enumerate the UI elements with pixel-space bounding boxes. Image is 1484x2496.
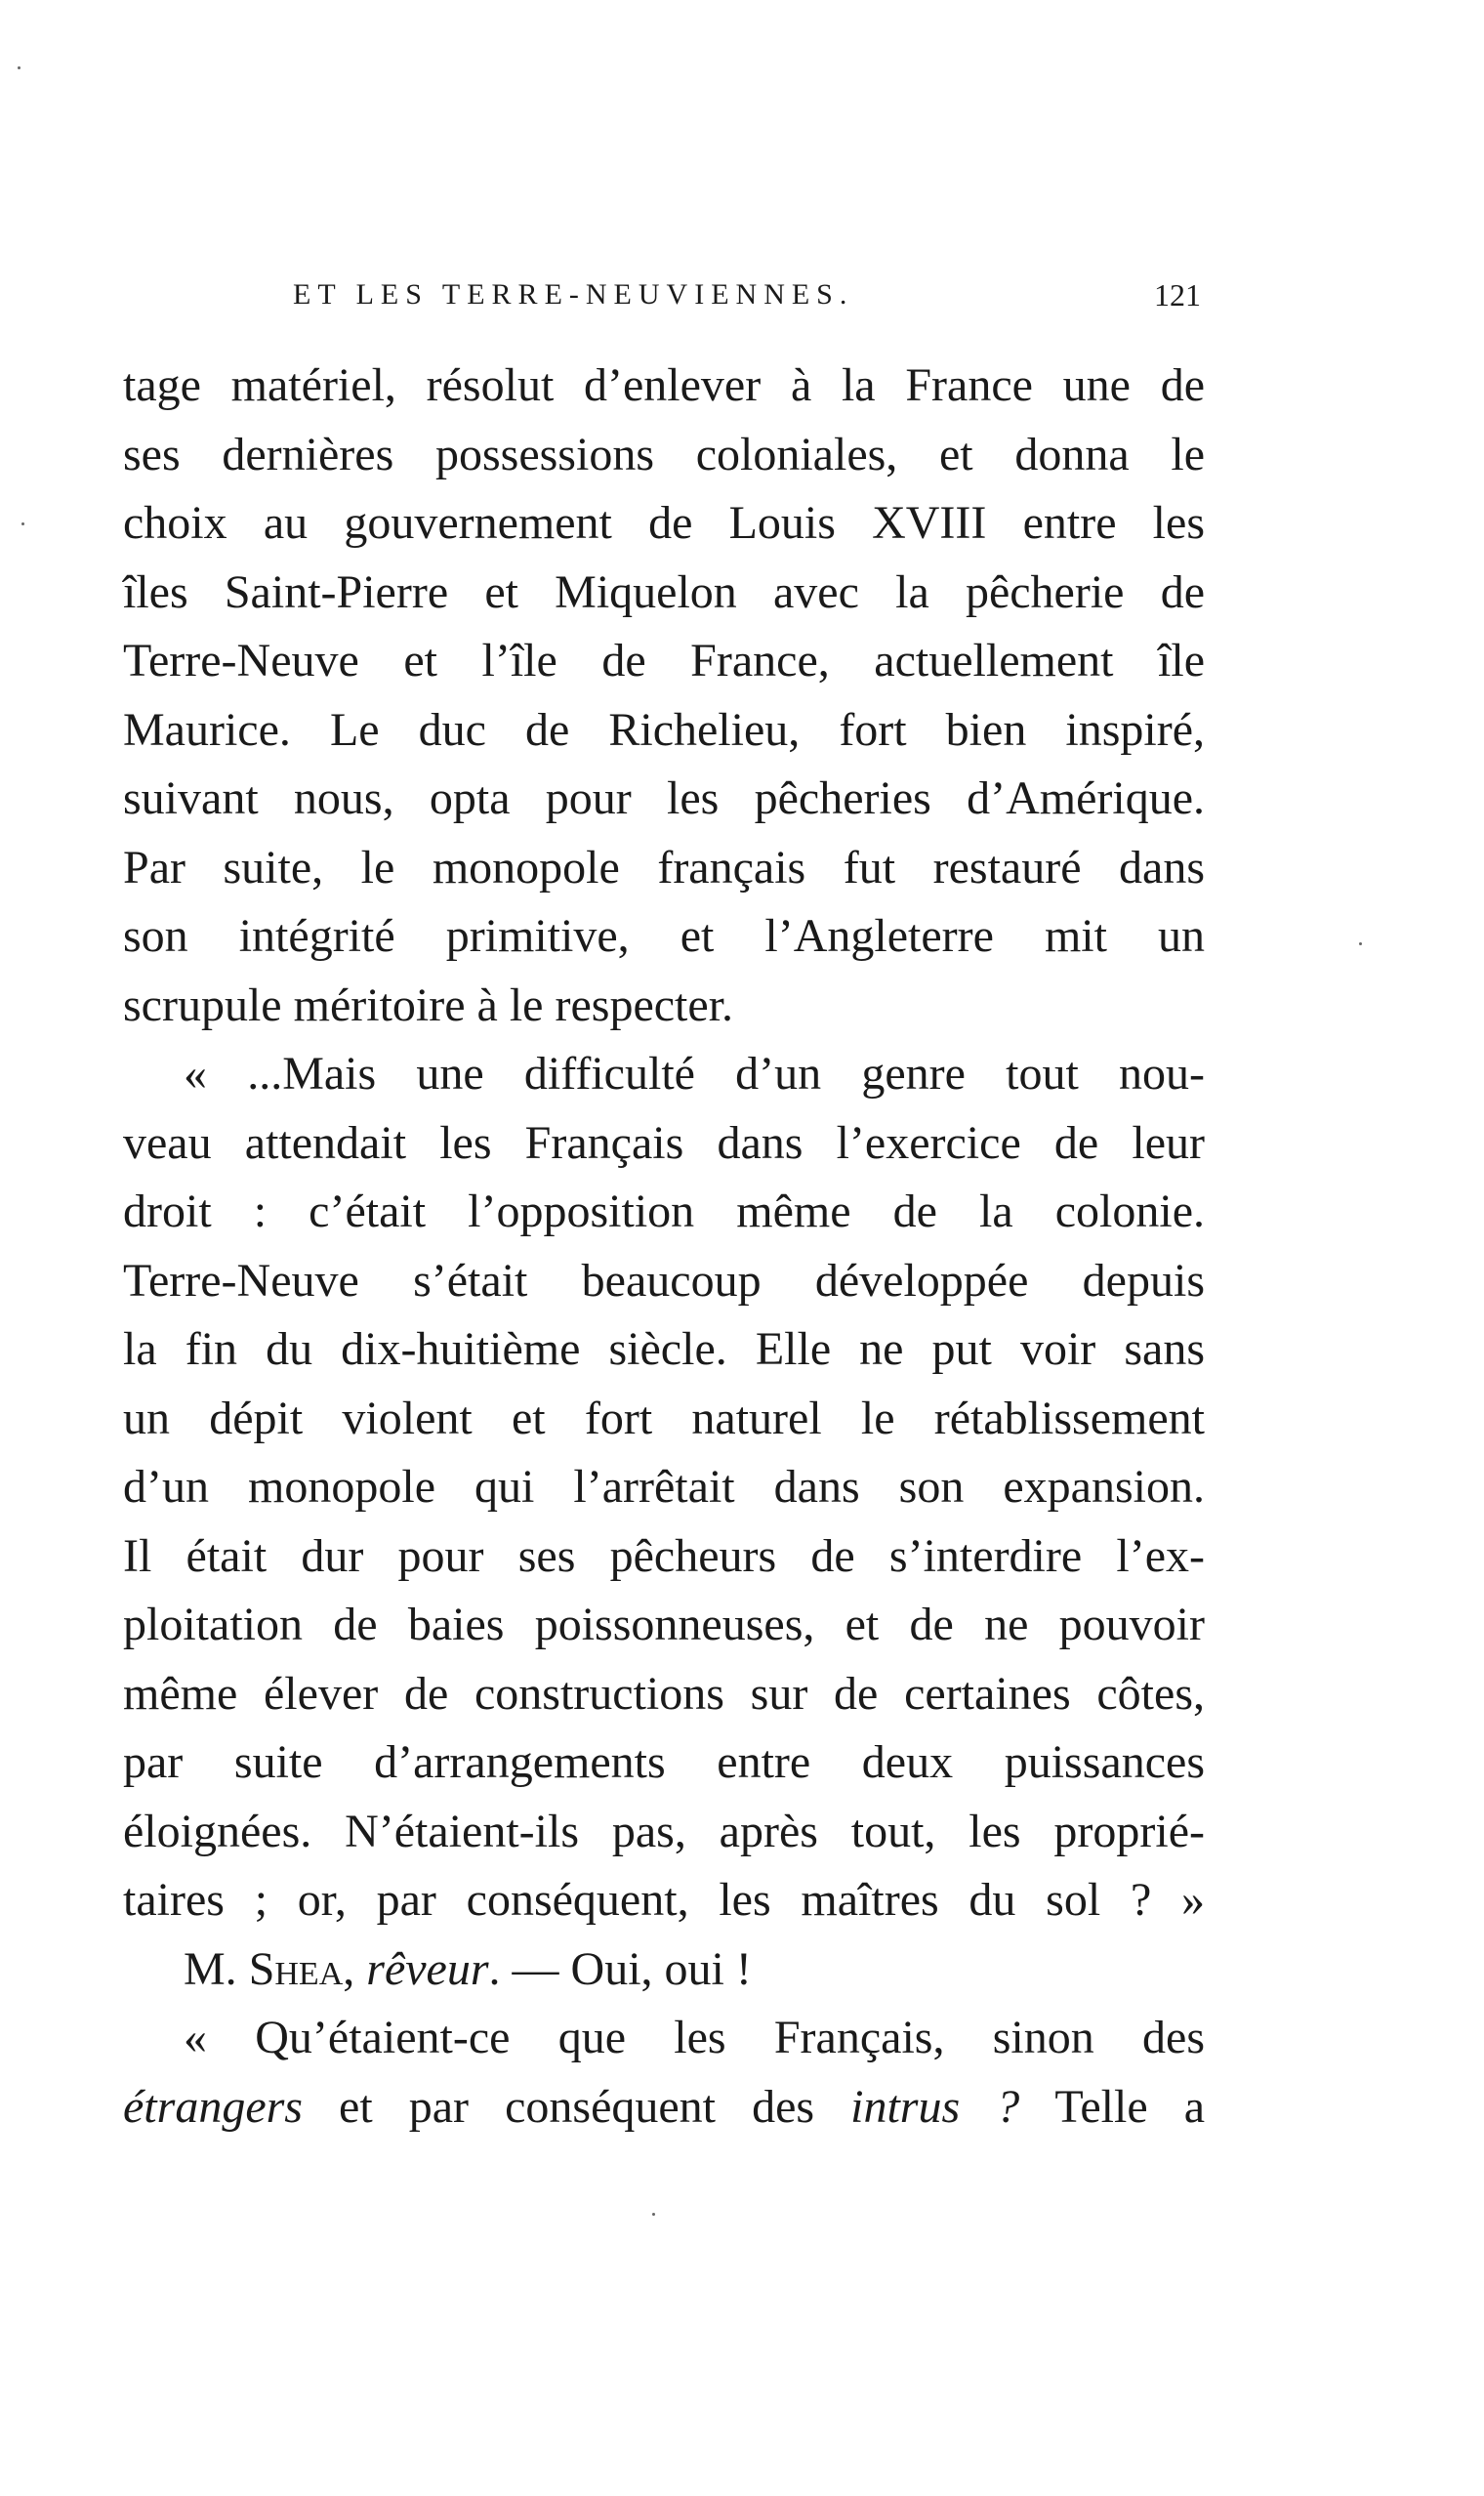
text-line: tage matériel, résolut d’enlever à la France une de	[123, 359, 1205, 411]
text-line: son intégrité primitive, et l’Angleterre mit un	[123, 910, 1205, 962]
text-line: îles Saint-Pierre et Miquelon avec la pêcherie de	[123, 565, 1205, 618]
text-fragment: Telle a	[1019, 2080, 1206, 2133]
text-line: même élever de constructions sur de certaines côtes,	[123, 1667, 1205, 1720]
text-line: Maurice. Le duc de Richelieu, fort bien inspiré,	[123, 703, 1205, 756]
body-text	[123, 352, 1205, 2142]
paper-speck	[18, 66, 21, 69]
running-head	[293, 275, 1211, 314]
dialogue-line	[123, 1935, 1205, 2005]
emphasis-word: intrus ?	[850, 2080, 1020, 2133]
text-line-emphasis	[123, 2073, 1205, 2142]
text-line: Il était dur pour ses pêcheurs de s’interdire l’ex-	[123, 1529, 1205, 1582]
text-line: ses dernières possessions coloniales, et donna le	[123, 428, 1205, 480]
text-line: droit : c’était l’opposition même de la colonie.	[123, 1186, 1205, 1237]
speaker-reply: . — Oui, oui !	[488, 1942, 752, 1995]
emphasis-word: étrangers	[123, 2080, 303, 2133]
text-line: d’un monopole qui l’arrêtait dans son expansion.	[123, 1461, 1205, 1513]
text-line: « ...Mais une difficulté d’un genre tout nou-	[184, 1048, 1205, 1100]
text-line: ploitation de baies poissonneuses, et de ne pouvoir	[123, 1599, 1205, 1650]
paper-speck	[1359, 942, 1362, 945]
text-line: taires ; or, par conséquent, les maîtres du sol ? »	[123, 1874, 1205, 1926]
paper-speck	[652, 2213, 655, 2216]
text-line: suivant nous, opta pour les pêcheries d’Amérique.	[123, 772, 1205, 824]
text-line: la fin du dix-huitième siècle. Elle ne put voir sans	[123, 1323, 1205, 1375]
text-line: un dépit violent et fort naturel le rétablissement	[123, 1392, 1205, 1444]
text-line: Terre-Neuve et l’île de France, actuellement île	[123, 635, 1205, 686]
text-line: choix au gouvernement de Louis XVIII entre les	[123, 497, 1205, 549]
text-fragment: et par conséquent des	[302, 2080, 851, 2133]
text-line: éloignées. N’étaient-ils pas, après tout, les proprié-	[123, 1805, 1205, 1857]
page-number: 121	[1154, 277, 1201, 312]
speaker-separator: ,	[343, 1942, 367, 1995]
paper-speck	[21, 522, 24, 525]
text-line: veau attendait les Français dans l’exercice de leur	[123, 1116, 1205, 1169]
text-line: scrupule méritoire à le respecter.	[123, 978, 734, 1031]
text-line: par suite d’arrangements entre deux puissances	[123, 1736, 1205, 1788]
speaker-prefix: M.	[184, 1942, 249, 1995]
text-line: Terre-Neuve s’était beaucoup développée depuis	[123, 1254, 1205, 1307]
speaker-manner: rêveur	[366, 1942, 489, 1995]
running-title: ET LES TERRE-NEUVIENNES.	[293, 278, 854, 311]
speaker-name: Shea	[248, 1942, 344, 1995]
text-line: « Qu’étaient-ce que les Français, sinon des	[184, 2012, 1205, 2063]
text-line: Par suite, le monopole français fut restauré dans	[123, 841, 1205, 894]
